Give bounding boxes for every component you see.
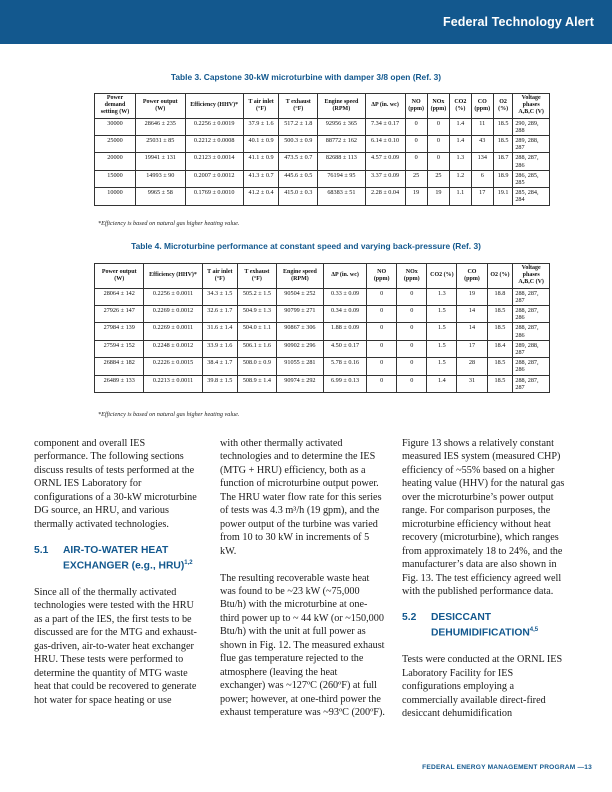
table3-cell: 290, 289, 288 [513, 118, 550, 135]
table4-cell: 1.5 [427, 306, 457, 323]
table4-cell: 288, 287, 286 [513, 358, 550, 375]
table4-cell: 90504 ± 252 [276, 288, 323, 305]
table4-cell: 90867 ± 306 [276, 323, 323, 340]
page-footer: FEDERAL ENERGY MANAGEMENT PROGRAM —13 [422, 764, 592, 771]
table3-cell: 4.57 ± 0.09 [365, 153, 405, 170]
table4-cell: 0 [397, 340, 427, 357]
table4-footnote: *Efficiency is based on natural gas higher heating value. [98, 411, 240, 418]
table3-cell: 76194 ± 95 [318, 170, 365, 187]
table4-header: ΔP (in. wc) [324, 264, 367, 289]
table4 [94, 263, 550, 393]
table4-cell: 0.2269 ± 0.0011 [144, 323, 202, 340]
table4-cell: 31.6 ± 1.4 [202, 323, 237, 340]
table4-header: Engine speed (RPM) [276, 264, 323, 289]
table3-cell: 25 [405, 170, 427, 187]
table3-cell: 1.4 [450, 118, 472, 135]
table3-cell: 20000 [95, 153, 136, 170]
section-heading-5-1 [34, 545, 199, 573]
table4-cell: 27926 ± 147 [95, 306, 144, 323]
table3-header: CO (ppm) [471, 94, 493, 119]
table4-header: T exhaust (°F) [238, 264, 277, 289]
table3-cell: 1.3 [450, 153, 472, 170]
table4-cell: 508.0 ± 0.9 [238, 358, 277, 375]
table3-header: Voltage phases A,B,C (V) [513, 94, 550, 119]
table4-cell: 1.3 [427, 288, 457, 305]
body-paragraph: Since all of the thermally activated technologies were tested with the HRU as a part of the IES, the first tests to be discussed are for the MTG and exhaust-gas-driven, air-to-water heat exchanger HRU. These tests were performed to determine the quantity of MTG waste heat that could be recovered to generate hot water for space heating or use [34, 587, 197, 706]
table4-row [95, 375, 550, 392]
table4-cell: 1.4 [427, 375, 457, 392]
table4-cell: 1.5 [427, 358, 457, 375]
table3-cell: 286, 285, 285 [513, 170, 550, 187]
table3-row [95, 153, 550, 170]
table3-cell: 14993 ± 90 [135, 170, 185, 187]
table3-cell: 1.2 [450, 170, 472, 187]
table4-cell: 18.4 [487, 340, 513, 357]
table4-header: CO2 (%) [427, 264, 457, 289]
header-bar [0, 0, 612, 44]
table4-header: O2 (%) [487, 264, 513, 289]
section-reference: 4,5 [529, 627, 539, 634]
table3-header: ΔP (in. wc) [365, 94, 405, 119]
table4-cell: 0 [367, 340, 397, 357]
table3-cell: 19.1 [493, 188, 512, 205]
table4-cell: 18.5 [487, 323, 513, 340]
table3-cell: 19941 ± 131 [135, 153, 185, 170]
table4-cell: 288, 287, 287 [513, 375, 550, 392]
table3-header: CO2 (%) [450, 94, 472, 119]
table4-cell: 0 [397, 323, 427, 340]
table3-cell: 0 [405, 153, 427, 170]
table3-cell: 1.4 [450, 136, 472, 153]
table4-cell: 4.50 ± 0.17 [324, 340, 367, 357]
table3-cell: 289, 288, 287 [513, 136, 550, 153]
section-reference: 1,2 [184, 560, 193, 567]
table4-cell: 0.2248 ± 0.0012 [144, 340, 202, 357]
table4-cell: 27594 ± 152 [95, 340, 144, 357]
table3-cell: 18.9 [493, 170, 512, 187]
body-paragraph: component and overall IES performance. The following sections discuss results of tests performed at the ORNL IES Laboratory for configurations of a 30-kW microturbine DG source, an HRU, and various thermally activated technologies. [34, 438, 197, 530]
table4-cell: 0 [367, 375, 397, 392]
table4-header: Voltage phases A,B,C (V) [513, 264, 550, 289]
table3-cell: 41.2 ± 0.4 [243, 188, 279, 205]
table4-cell: 90902 ± 296 [276, 340, 323, 357]
table4-header: NOx (ppm) [397, 264, 427, 289]
table3-header: Efficiency (HHV)* [185, 94, 243, 119]
table4-cell: 90974 ± 292 [276, 375, 323, 392]
table3-cell: 92956 ± 365 [318, 118, 365, 135]
table3-cell: 3.37 ± 0.09 [365, 170, 405, 187]
table4-cell: 0 [397, 288, 427, 305]
table4-cell: 288, 287, 287 [513, 288, 550, 305]
table4-cell: 289, 288, 287 [513, 340, 550, 357]
table4-cell: 38.4 ± 1.7 [202, 358, 237, 375]
table3-cell: 517.2 ± 1.8 [279, 118, 318, 135]
table4-cell: 0 [397, 358, 427, 375]
table3-cell: 0 [427, 136, 449, 153]
table3-cell: 19 [405, 188, 427, 205]
table4-cell: 1.5 [427, 323, 457, 340]
table4-cell: 0 [397, 306, 427, 323]
section-heading-5-2 [402, 612, 567, 640]
table4-cell: 14 [457, 323, 487, 340]
body-column-1 [34, 437, 199, 707]
table3-cell: 0 [405, 136, 427, 153]
table3-cell: 473.5 ± 0.7 [279, 153, 318, 170]
table3-cell: 18.7 [493, 153, 512, 170]
table4-cell: 0.2269 ± 0.0012 [144, 306, 202, 323]
table4-header: Efficiency (HHV)* [144, 264, 202, 289]
table4-caption: Table 4. Microturbine performance at constant speed and varying back-pressure (Ref. 3) [131, 241, 481, 251]
table3-cell: 30000 [95, 118, 136, 135]
table3-cell: 1.1 [450, 188, 472, 205]
section-number: 5.1 [34, 544, 49, 556]
table3-header: Power output (W) [135, 94, 185, 119]
table4-row [95, 340, 550, 357]
table3-cell: 2.28 ± 0.04 [365, 188, 405, 205]
table3-header: Engine speed (RPM) [318, 94, 365, 119]
table3-cell: 25 [427, 170, 449, 187]
table4-cell: 18.5 [487, 358, 513, 375]
table4-cell: 1.5 [427, 340, 457, 357]
table4-cell: 0 [367, 306, 397, 323]
body-paragraph: The resulting recoverable waste heat was found to be ~23 kW (~75,000 Btu/h) with the microturbine at one-third power up to ~ 44 kW (or ~150,000 Btu/h) with the unit at full power as shown in Fig. 12. The measured exhaust flue gas temperature rejected to the atmosphere (leaving the heat exchanger) was ~127ºC (260ºF) at full power; however, at one-third power the exhaust temperature was ~93ºC (200ºF). [220, 572, 385, 719]
table3-cell: 7.34 ± 0.17 [365, 118, 405, 135]
table4-cell: 0 [367, 358, 397, 375]
table3-cell: 10000 [95, 188, 136, 205]
table4-cell: 505.2 ± 1.5 [238, 288, 277, 305]
body-column-2 [220, 437, 385, 720]
table3-row [95, 118, 550, 135]
table3-row [95, 170, 550, 187]
body-column-3 [402, 437, 567, 721]
table4-cell: 0.2226 ± 0.0015 [144, 358, 202, 375]
table3-header: NO (ppm) [405, 94, 427, 119]
table3-cell: 88772 ± 162 [318, 136, 365, 153]
table4-cell: 1.88 ± 0.09 [324, 323, 367, 340]
table3-caption: Table 3. Capstone 30-kW microturbine with damper 3/8 open (Ref. 3) [170, 72, 442, 82]
table4-cell: 504.9 ± 1.3 [238, 306, 277, 323]
table3-cell: 19 [427, 188, 449, 205]
table3-cell: 18.5 [493, 136, 512, 153]
table4-cell: 32.6 ± 1.7 [202, 306, 237, 323]
table3-cell: 6 [471, 170, 493, 187]
table4-cell: 19 [457, 288, 487, 305]
table4-cell: 28064 ± 142 [95, 288, 144, 305]
table4-header: NO (ppm) [367, 264, 397, 289]
table4-row [95, 306, 550, 323]
section-title: DESICCANT DEHUMIDIFICATION [431, 611, 530, 639]
table4-cell: 508.9 ± 1.4 [238, 375, 277, 392]
table3-cell: 0.1769 ± 0.0010 [185, 188, 243, 205]
table4-cell: 5.78 ± 0.16 [324, 358, 367, 375]
table4-cell: 18.5 [487, 375, 513, 392]
table4-cell: 0.2256 ± 0.0011 [144, 288, 202, 305]
table4-cell: 288, 287, 286 [513, 306, 550, 323]
table3-header: Power demand setting (W) [95, 94, 136, 119]
table3-cell: 18.5 [493, 118, 512, 135]
body-paragraph: Tests were conducted at the ORNL IES Laboratory Facility for IES configurations employing a commercially available direct-fired desiccant dehumidification [402, 654, 563, 720]
table3-cell: 11 [471, 118, 493, 135]
table4-row [95, 358, 550, 375]
section-number: 5.2 [402, 611, 417, 623]
table4-cell: 18.5 [487, 306, 513, 323]
table3-cell: 0 [427, 118, 449, 135]
table3-cell: 0.2212 ± 0.0008 [185, 136, 243, 153]
table3-row [95, 188, 550, 205]
table4-cell: 18.8 [487, 288, 513, 305]
table4-cell: 504.0 ± 1.1 [238, 323, 277, 340]
table3-cell: 0.2256 ± 0.0019 [185, 118, 243, 135]
table4-cell: 39.8 ± 1.5 [202, 375, 237, 392]
table3-cell: 25031 ± 85 [135, 136, 185, 153]
table4-cell: 6.99 ± 0.13 [324, 375, 367, 392]
table3-cell: 41.3 ± 0.7 [243, 170, 279, 187]
table3-header: T air inlet (°F) [243, 94, 279, 119]
table3-row [95, 136, 550, 153]
table4-cell: 34.3 ± 1.5 [202, 288, 237, 305]
table3-cell: 25000 [95, 136, 136, 153]
table4-cell: 90799 ± 271 [276, 306, 323, 323]
table3-cell: 43 [471, 136, 493, 153]
table3-cell: 28646 ± 235 [135, 118, 185, 135]
table3-cell: 0.2123 ± 0.0014 [185, 153, 243, 170]
table4-cell: 26489 ± 133 [95, 375, 144, 392]
table4-row [95, 288, 550, 305]
table4-header: Power output (W) [95, 264, 144, 289]
table4-cell: 33.9 ± 1.6 [202, 340, 237, 357]
table3-footnote: *Efficiency is based on natural gas higher heating value. [98, 220, 240, 227]
table3-header: O2 (%) [493, 94, 512, 119]
table4-cell: 0 [367, 288, 397, 305]
table3-cell: 415.0 ± 0.3 [279, 188, 318, 205]
table3-cell: 445.6 ± 0.5 [279, 170, 318, 187]
table3-header: NOx (ppm) [427, 94, 449, 119]
table3-cell: 285, 284, 284 [513, 188, 550, 205]
table4-cell: 14 [457, 306, 487, 323]
table3-cell: 288, 287, 286 [513, 153, 550, 170]
table4-cell: 27984 ± 139 [95, 323, 144, 340]
table3-cell: 37.9 ± 1.6 [243, 118, 279, 135]
table4-cell: 0.2213 ± 0.0011 [144, 375, 202, 392]
table3-cell: 6.14 ± 0.10 [365, 136, 405, 153]
table3-cell: 134 [471, 153, 493, 170]
table4-cell: 0.34 ± 0.09 [324, 306, 367, 323]
table4-header-row [95, 264, 550, 289]
header-title: Federal Technology Alert [442, 15, 594, 29]
table4-header: T air inlet (°F) [202, 264, 237, 289]
table4-cell: 0 [367, 323, 397, 340]
table3-cell: 9965 ± 58 [135, 188, 185, 205]
table3-header-row [95, 94, 550, 119]
table3-cell: 17 [471, 188, 493, 205]
table4-cell: 506.1 ± 1.6 [238, 340, 277, 357]
table3-cell: 40.1 ± 0.9 [243, 136, 279, 153]
table3-cell: 68383 ± 51 [318, 188, 365, 205]
table3-header: T exhaust (°F) [279, 94, 318, 119]
body-paragraph: with other thermally activated technologies and to determine the IES (MTG + HRU) efficiency, both as a function of microturbine output power. The HRU water flow rate for this series of tests was 4.3 m³/h (19 gpm), and the power output of the turbine was varied from 10 to 30 kW in increments of 5 kW. [220, 438, 382, 557]
table4-cell: 91055 ± 281 [276, 358, 323, 375]
table4-cell: 0.33 ± 0.09 [324, 288, 367, 305]
table4-cell: 0 [397, 375, 427, 392]
table4-row [95, 323, 550, 340]
table3-cell: 41.1 ± 0.9 [243, 153, 279, 170]
table4-cell: 28 [457, 358, 487, 375]
table3-cell: 0 [405, 118, 427, 135]
body-paragraph: Figure 13 shows a relatively constant measured IES system (measured CHP) efficiency of ~55% based on a higher heating value (HHV) for the natural gas over the microturbine’s power output range. For comparison purposes, the microturbine efficiency without heat recovery (microturbine), which ranges from approximately 18 to 24%, and the manufacturer’s data are also shown in Fig. 13. The test efficiency agreed well with the published performance data. [402, 438, 565, 597]
table4-cell: 288, 287, 286 [513, 323, 550, 340]
table3-cell: 500.3 ± 0.9 [279, 136, 318, 153]
table3-cell: 82688 ± 113 [318, 153, 365, 170]
table3-cell: 15000 [95, 170, 136, 187]
section-title: AIR-TO-WATER HEAT EXCHANGER (e.g., HRU) [63, 544, 185, 572]
table4-cell: 31 [457, 375, 487, 392]
table4-header: CO (ppm) [457, 264, 487, 289]
table3-cell: 0 [427, 153, 449, 170]
table4-cell: 17 [457, 340, 487, 357]
table3-cell: 0.2007 ± 0.0012 [185, 170, 243, 187]
table3 [94, 93, 550, 206]
table4-cell: 26884 ± 182 [95, 358, 144, 375]
